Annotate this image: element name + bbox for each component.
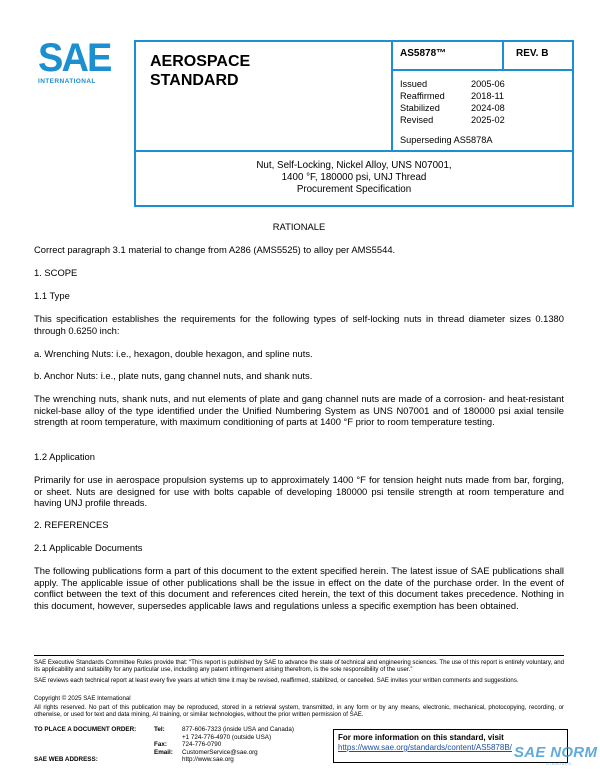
logo-brand: SAE [38, 36, 111, 80]
date-value: 2018-11 [471, 91, 505, 101]
document-title-line1: Nut, Self-Locking, Nickel Alloy, UNS N07001, [256, 160, 452, 171]
document-title-line3: Procurement Specification [296, 184, 412, 195]
fax-label: Fax: [154, 741, 167, 749]
header-divider [391, 69, 572, 71]
section-1-1-heading: 1.1 Type [34, 290, 70, 301]
header-divider [391, 42, 393, 150]
date-row [400, 78, 505, 90]
section-1-heading: 1. SCOPE [34, 267, 78, 278]
document-header [134, 40, 574, 207]
web-link[interactable]: http://www.sae.org [182, 756, 234, 764]
section-1-2-heading: 1.2 Application [34, 451, 95, 462]
document-title [136, 160, 572, 196]
more-info-title: For more information on this standard, visit [338, 733, 504, 742]
list-item-b: b. Anchor Nuts: i.e., plate nuts, gang channel nuts, and shank nuts. [34, 370, 313, 381]
email-link[interactable]: CustomerService@sae.org [182, 748, 258, 756]
document-number: AS5878™ [400, 48, 447, 59]
section-2-1-text: The following publications form a part of this document to the extent specified herein. The latest issue of SAE publications shall apply. The applicable issue of other publications shall be the issue in effect on the date of the purchase order. In the event of conflict between the text of this document and references cited herein, the text of this document takes precedence. Nothing in this document, however, supersedes applicable laws and regulations unless a specific exemption has been obtained. [34, 565, 564, 611]
date-label: Revised [400, 115, 434, 125]
watermark: SAE NORM [514, 744, 598, 761]
footer-copyright: Copyright © 2025 SAE International [34, 695, 131, 702]
order-label: TO PLACE A DOCUMENT ORDER: [34, 726, 137, 733]
section-1-1-text: This specification establishes the requirements for the following types of self-locking nuts in thread diameter sizes 0.1380 through 0.6250 inch: [34, 313, 564, 336]
date-value: 2024-08 [471, 103, 505, 113]
standard-type [150, 52, 250, 90]
section-2-1-heading: 2.1 Applicable Documents [34, 542, 143, 553]
date-value: 2025-02 [471, 115, 505, 125]
footer-rule [34, 655, 564, 656]
footer-rights: All rights reserved. No part of this publication may be reproduced, stored in a retrieval system, transmitted, in any form or by any means, electronic, mechanical, photocopying, recording, or otherwise, or used for text and data mining, AI training, or similar technologies, without the prior written permission of SAE. [34, 704, 564, 719]
web-label: SAE WEB ADDRESS: [34, 756, 98, 764]
tel-label: Tel: [154, 726, 165, 733]
superseding-note: Superseding AS5878A [400, 135, 493, 145]
footer-review: SAE reviews each technical report at least every five years at which time it may be revised, reaffirmed, stabilized, or cancelled. SAE invites your written comments and suggestions. [34, 677, 519, 684]
standard-type-line1: AEROSPACE [150, 53, 251, 70]
tel-inside: 877-606-7323 (inside USA and Canada) [182, 726, 295, 733]
logo-subtitle: INTERNATIONAL [38, 78, 96, 85]
date-row [400, 102, 505, 114]
date-label: Stabilized [400, 103, 440, 113]
date-value: 2005-06 [471, 79, 505, 89]
header-divider [136, 150, 572, 152]
order-info [34, 726, 294, 764]
document-title-line2: 1400 °F, 180000 psi, UNJ Thread [281, 172, 427, 183]
list-item-a: a. Wrenching Nuts: i.e., hexagon, double hexagon, and spline nuts. [34, 348, 313, 359]
rationale-heading: RATIONALE [272, 221, 326, 232]
section-1-1-para2: The wrenching nuts, shank nuts, and nut elements of plate and gang channel nuts are made of a corrosion- and heat-resistant nickel-base alloy of the type identified under the Unified Numbering System as UNS N07001 and of 180000 psi axial tensile strength at room temperature, with maximum conditioning of parts at 1400 °F prior to room temperature testing. [34, 393, 564, 428]
revision-label: REV. B [516, 48, 549, 59]
document-dates [400, 78, 505, 126]
header-divider [502, 42, 504, 69]
watermark-sub: STANDARD [546, 761, 572, 766]
fax-number: 724-776-0790 [182, 741, 222, 749]
standard-url-link[interactable]: https://www.sae.org/standards/content/AS5878B/ [338, 743, 512, 752]
email-label: Email: [154, 748, 173, 756]
rationale-text: Correct paragraph 3.1 material to change from A286 (AMS5525) to alloy per AMS5544. [34, 244, 396, 255]
section-2-heading: 2. REFERENCES [34, 519, 109, 530]
sae-logo [38, 38, 120, 88]
date-row [400, 114, 505, 126]
section-1-2-text: Primarily for use in aerospace propulsion systems up to approximately 1400 °F for tension height nuts made from bar, forging, or sheet. Nuts are designed for use with bolts capable of developing 180000 psi tensile strength at room temperature and having UNJ profile threads. [34, 474, 564, 509]
tel-outside: +1 724-776-4970 (outside USA) [182, 733, 272, 741]
footer-rules: SAE Executive Standards Committee Rules provide that: “This report is published by SAE to advance the state of technical and engineering sciences. The use of this report is entirely voluntary, and its applicability and suitability for any particular use, including any patent infringement arising therefrom, is the sole responsibility of the user.” [34, 659, 564, 674]
date-label: Issued [400, 79, 428, 89]
date-row [400, 90, 505, 102]
date-label: Reaffirmed [400, 91, 445, 101]
standard-type-line2: STANDARD [150, 72, 239, 89]
